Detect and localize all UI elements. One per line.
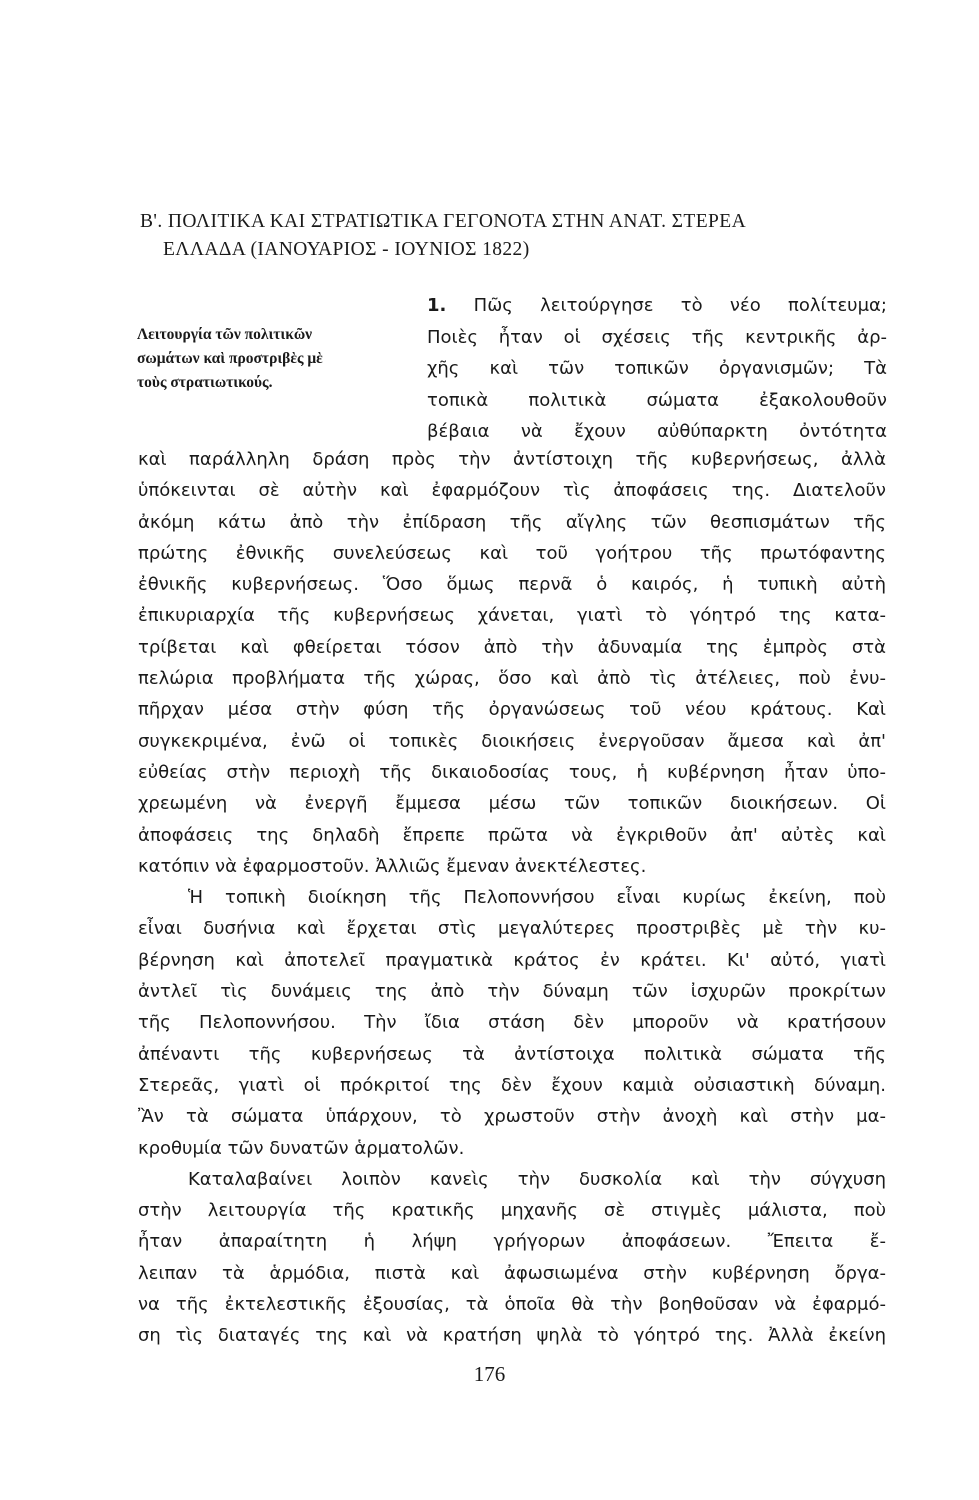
body-line: στὴν λειτουργία τῆς κρατικῆς μηχανῆς σὲ στιγμὲς μάλιστα, ποὺ: [138, 1200, 886, 1222]
section-heading: [140, 208, 900, 264]
body-line: εἶναι δυσήνια καὶ ἔρχεται στὶς μεγαλύτερες προστριβὲς μὲ τὴν κυ-: [138, 918, 886, 940]
body-line: βέρνηση καὶ ἀποτελεῖ πραγματικὰ κράτος ἐν κράτει. Κι' αὐτό, γιατὶ: [138, 949, 886, 971]
question-line: [427, 290, 887, 322]
section-heading-line-1: Β'. ΠΟΛΙΤΙΚΑ ΚΑΙ ΣΤΡΑΤΙΩΤΙΚΑ ΓΕΓΟΝΟΤΑ ΣΤΗΝ ΑΝΑΤ. ΣΤΕΡΕΑ: [140, 211, 747, 232]
body-line: κατόπιν νὰ ἐφαρμοστοῦν. Ἀλλιῶς ἔμεναν ἀνεκτέλεστες.: [138, 855, 647, 877]
question-line: χῆς καὶ τῶν τοπικῶν ὀργανισμῶν; Τὰ: [427, 358, 887, 379]
margin-note-line: Λειτουργία τῶν πολιτικῶν: [137, 326, 313, 343]
question-line: βέβαια νὰ ἔχουν αὐθύπαρκτη ὀντότητα: [427, 421, 887, 442]
question-number: 1.: [427, 295, 447, 316]
body-line: Ἂν τὰ σώματα ὑπάρχουν, τὸ χρωστοῦν στὴν ἀνοχὴ καὶ στὴν μα-: [138, 1106, 886, 1128]
body-line: κροθυμία τῶν δυνατῶν ἁρματολῶν.: [138, 1137, 465, 1159]
paragraph-start-line: Ἡ τοπικὴ διοίκηση τῆς Πελοποννήσου εἶναι κυρίως ἐκείνη, ποὺ: [188, 887, 886, 909]
body-line: ἀκόμη κάτω ἀπὸ τὴν ἐπίδραση τῆς αἴγλης τῶν θεσπισμάτων τῆς: [138, 511, 886, 533]
page-number: 176: [473, 1362, 506, 1386]
paragraph-start-line: Καταλαβαίνει λοιπὸν κανεὶς τὴν δυσκολία καὶ τὴν σύγχυση: [188, 1168, 886, 1190]
body-line: λειπαν τὰ ἁρμόδια, πιστὰ καὶ ἀφωσιωμένα στὴν κυβέρνηση ὄργα-: [138, 1262, 886, 1284]
body-line: ἀποφάσεις της δηλαδὴ ἔπρεπε πρῶτα νὰ ἐγκριθοῦν ἀπ' αὐτὲς καὶ: [138, 824, 886, 846]
body-line: ἐπικυριαρχία τῆς κυβερνήσεως χάνεται, γιατὶ τὸ γόητρό της κατα-: [138, 605, 886, 627]
body-line: να τῆς ἐκτελεστικῆς ἐξουσίας, τὰ ὁποῖα θὰ τὴν βοηθοῦσαν νὰ ἐφαρμό-: [138, 1294, 886, 1316]
body-line: ἐθνικῆς κυβερνήσεως. Ὅσο ὅμως περνᾶ ὁ καιρός, ἡ τυπικὴ αὐτὴ: [138, 574, 886, 596]
body-line: τῆς Πελοποννήσου. Τὴν ἴδια στάση δὲν μποροῦν νὰ κρατήσουν: [138, 1012, 886, 1034]
margin-note-line: τοὺς στρατιωτικούς.: [137, 374, 273, 391]
question-line: Ποιὲς ἦταν οἱ σχέσεις τῆς κεντρικῆς ἀρ-: [427, 326, 887, 348]
body-line: συγκεκριμένα, ἐνῶ οἱ τοπικὲς διοικήσεις ἐνεργοῦσαν ἄμεσα καὶ ἀπ': [138, 730, 886, 752]
margin-note-line: σωμάτων καὶ προστριβὲς μὲ: [137, 350, 323, 367]
body-line: εὐθείας στὴν περιοχὴ τῆς δικαιοδοσίας τους, ἡ κυβέρνηση ἦταν ὑπο-: [138, 761, 886, 783]
question-line: τοπικὰ πολιτικὰ σώματα ἐξακολουθοῦν: [427, 389, 887, 411]
body-line: καὶ παράλληλη δράση πρὸς τὴν ἀντίστοιχη τῆς κυβερνήσεως, ἀλλὰ: [138, 449, 886, 470]
body-line: πελώρια προβλήματα τῆς χώρας, ὅσο καὶ ἀπὸ τὶς ἀτέλειες, ποὺ ἐνυ-: [138, 668, 886, 690]
body-line: Στερεᾶς, γιατὶ οἱ πρόκριτοί της δὲν ἔχουν καμιὰ οὐσιαστικὴ δύναμη.: [138, 1074, 886, 1096]
body-line: ὑπόκεινται σὲ αὐτὴν καὶ ἐφαρμόζουν τὶς ἀποφάσεις της. Διατελοῦν: [138, 480, 886, 502]
body-line: ἦταν ἀπαραίτητη ἡ λήψη γρήγορων ἀποφάσεων. Ἔπειτα ἔ-: [138, 1231, 886, 1253]
body-line: ἀντλεῖ τὶς δυνάμεις της ἀπὸ τὴν δύναμη τῶν ἰσχυρῶν προκρίτων: [138, 981, 886, 1003]
question-text: Πῶς λειτούργησε τὸ νέο πολίτευμα;: [473, 295, 887, 316]
margin-note: [137, 323, 427, 395]
body-line: πῆρχαν μέσα στὴν φύση τῆς ὀργανώσεως τοῦ νέου κράτους. Καὶ: [138, 699, 886, 721]
body-line: ση τὶς διαταγές της καὶ νὰ κρατήση ψηλὰ τὸ γόητρό της. Ἀλλὰ ἐκείνη: [138, 1325, 886, 1347]
body-text: [138, 444, 886, 1352]
body-line: τρίβεται καὶ φθείρεται τόσον ἀπὸ τὴν ἀδυναμία της ἐμπρὸς στὰ: [138, 636, 886, 658]
body-line: χρεωμένη νὰ ἐνεργῆ ἔμμεσα μέσω τῶν τοπικῶν διοικήσεων. Οἱ: [138, 793, 886, 815]
body-line: πρώτης ἐθνικῆς συνελεύσεως καὶ τοῦ γοήτρου τῆς πρωτόφαντης: [138, 542, 886, 564]
question-block: [427, 290, 887, 448]
section-heading-line-2: ΕΛΛΑΔΑ (ΙΑΝΟΥΑΡΙΟΣ - ΙΟΥΝΙΟΣ 1822): [163, 239, 530, 260]
body-line: ἀπέναντι τῆς κυβερνήσεως τὰ ἀντίστοιχα πολιτικὰ σώματα τῆς: [138, 1043, 886, 1065]
